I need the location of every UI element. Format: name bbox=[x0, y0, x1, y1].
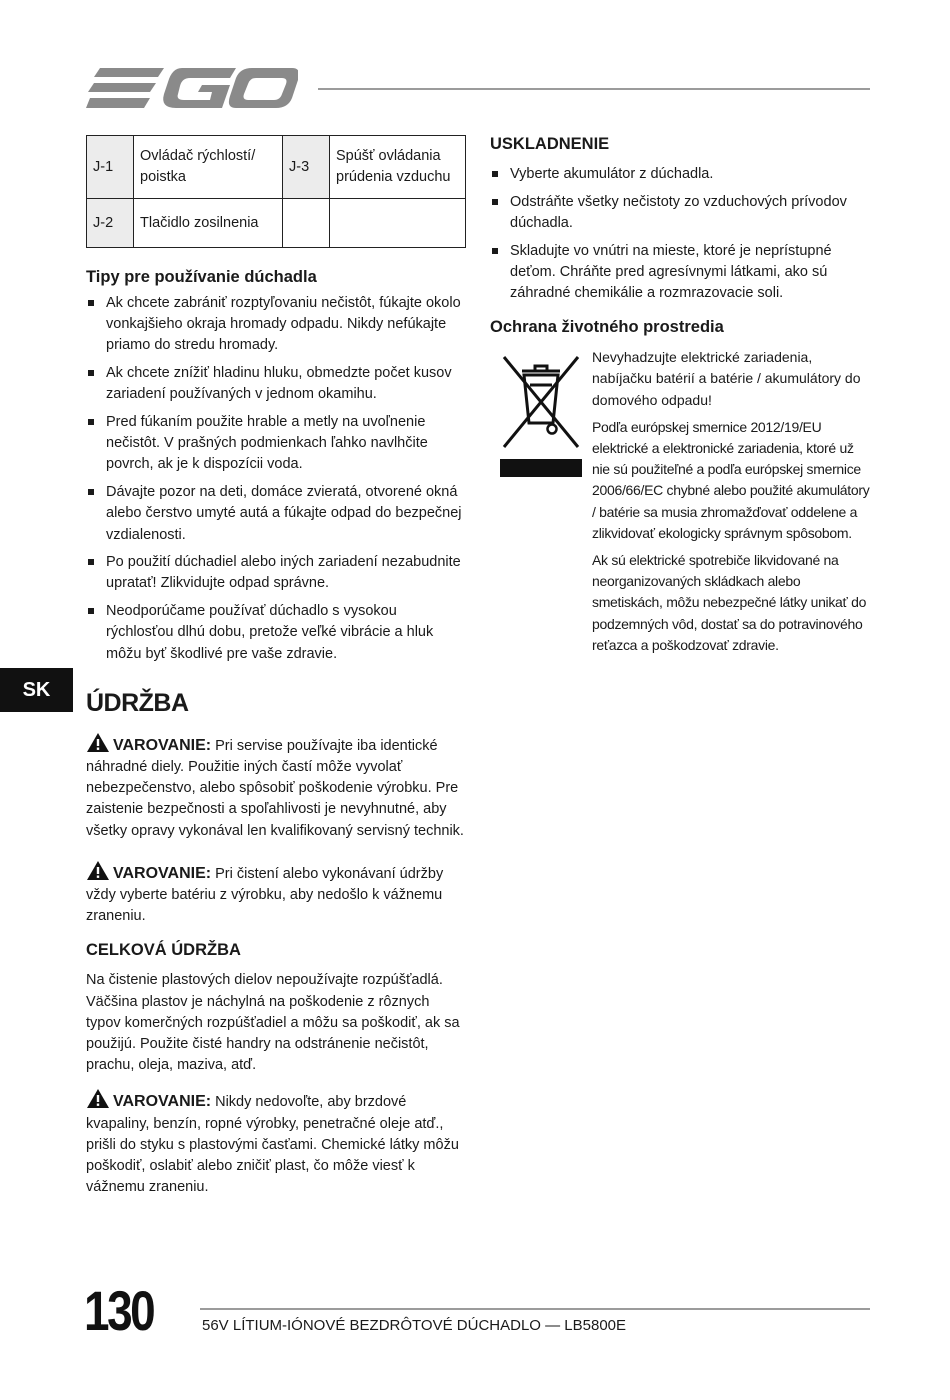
list-item bbox=[490, 164, 872, 185]
ego-logo bbox=[86, 64, 298, 112]
table-row bbox=[87, 136, 466, 199]
part-code: J-2 bbox=[87, 199, 134, 248]
warning-icon bbox=[86, 732, 110, 753]
environment-block bbox=[490, 347, 872, 656]
warning-text: Nikdy nedovoľte, aby brzdové kvapaliny, benzín, ropné výrobky, penetračné oleje atď., prišli do styku s plastovými časťami. Chemické látky môžu poškodiť, oslabiť alebo zničiť plast, čo môže viesť k vážnemu zraneniu. bbox=[86, 1094, 459, 1196]
environment-paragraph: Nevyhadzujte elektrické zariadenia, nabíjačku batérií a batérie / akumulátory do domového odpadu! bbox=[592, 349, 861, 408]
warning-service bbox=[86, 732, 468, 842]
footer-divider bbox=[200, 1308, 870, 1310]
list-item-text: Pred fúkaním použite hrable a metly na uvoľnenie nečistôt. V prašných podmienkach ľahko navlhčite povrch, ak je k dispozícii voda. bbox=[106, 414, 428, 473]
bullet-icon bbox=[492, 248, 498, 254]
bullet-icon bbox=[88, 370, 94, 376]
warning-icon bbox=[86, 1088, 110, 1109]
bullet-icon bbox=[88, 489, 94, 495]
part-label bbox=[330, 199, 466, 248]
environment-paragraph: Ak sú elektrické spotrebiče likvidované na neorganizovaných skládkach alebo smetiskách, môžu nebezpečné látky unikať do podzemných vôd, dostať sa do potravinového reťazca a poškodzovať zdravie. bbox=[592, 552, 867, 653]
bullet-icon bbox=[88, 559, 94, 565]
list-item bbox=[86, 293, 468, 357]
bullet-icon bbox=[88, 300, 94, 306]
header-divider bbox=[318, 88, 870, 90]
list-item-text: Ak chcete zabrániť rozptyľovaniu nečistôt, fúkajte okolo vonkajšieho okraja hromady odpadu. Nikdy nefúkajte priamo do stredu hromady. bbox=[106, 295, 461, 354]
part-label: Tlačidlo zosilnenia bbox=[134, 199, 283, 248]
list-item-text: Dávajte pozor na deti, domáce zvieratá, otvorené okná alebo čerstvo umyté autá a fúkajte odpad do bezpečnej vzdialenosti. bbox=[106, 484, 462, 543]
parts-table bbox=[86, 135, 466, 248]
list-item bbox=[86, 482, 468, 546]
left-column bbox=[86, 135, 468, 1212]
list-item bbox=[86, 363, 468, 405]
bullet-icon bbox=[492, 171, 498, 177]
table-row bbox=[87, 199, 466, 248]
warning-icon bbox=[86, 860, 110, 881]
maintenance-heading: ÚDRŽBA bbox=[86, 688, 189, 717]
general-maintenance-heading: CELKOVÁ ÚDRŽBA bbox=[86, 941, 241, 960]
list-item-text: Neodporúčame používať dúchadlo s vysokou rýchlosťou dlhú dobu, pretože veľké vibrácie a hluk môžu byť škodlivé pre vaše zdravie. bbox=[106, 603, 434, 662]
list-item-text: Skladujte vo vnútri na mieste, ktoré je neprístupné deťom. Chráňte pred agresívnymi látkami, ako sú záhradné chemikálie a rozmrazovacie soli. bbox=[510, 242, 832, 302]
footer-title: 56V LÍTIUM-IÓNOVÉ BEZDRÔTOVÉ DÚCHADLO — LB5800E bbox=[202, 1317, 627, 1334]
warning-chemicals bbox=[86, 1088, 468, 1198]
warning-text: Pri servise používajte iba identické náhradné diely. Použitie iných častí môže vyvolať nebezpečenstvo, alebo spôsobiť poškodenie výrobku. Pre zaistenie bezpečnosti a spoľahlivosti je nevyhnutné, aby všetky opravy vykonával len kvalifikovaný servisný technik. bbox=[86, 737, 464, 839]
environment-heading: Ochrana životného prostredia bbox=[490, 318, 724, 337]
list-item bbox=[86, 601, 468, 665]
warning-label: VAROVANIE: bbox=[113, 1093, 212, 1111]
part-code bbox=[283, 199, 330, 248]
warning-label: VAROVANIE: bbox=[113, 736, 212, 754]
right-column bbox=[490, 135, 872, 662]
list-item bbox=[86, 552, 468, 594]
list-item-text: Ak chcete znížiť hladinu hluku, obmedzte počet kusov zariadení používaných v jednom okamihu. bbox=[106, 365, 452, 403]
list-item-text: Vyberte akumulátor z dúchadla. bbox=[510, 166, 714, 182]
environment-paragraph: Podľa európskej smernice 2012/19/EU elektrické a elektronické zariadenia, ktoré už nie sú použiteľné a podľa európskej smernice 2006/66/EC chybné alebo použité akumulátory / batérie sa musia zhromažďovať oddelene a zlikvidovať ekologicky správnym spôsobom. bbox=[592, 418, 870, 541]
warning-text: Pri čistení alebo vykonávaní údržby vždy vyberte batériu z výrobku, aby nedošlo k vážnemu zraneniu. bbox=[86, 865, 444, 925]
list-item bbox=[490, 241, 872, 305]
list-item bbox=[490, 192, 872, 234]
language-tab: SK bbox=[0, 668, 73, 712]
storage-list bbox=[490, 164, 872, 304]
part-label: Spúšť ovládania prúdenia vzduchu bbox=[330, 136, 466, 199]
list-item bbox=[86, 412, 468, 476]
list-item-text: Odstráňte všetky nečistoty zo vzduchových prívodov dúchadla. bbox=[510, 193, 847, 231]
bullet-icon bbox=[88, 608, 94, 614]
crossed-bin-icon bbox=[500, 351, 582, 477]
warning-label: VAROVANIE: bbox=[113, 864, 212, 882]
general-maintenance-text: Na čistenie plastových dielov nepoužívajte rozpúšťadlá. Väčšina plastov je náchylná na poškodenie z rôznych typov komerčných rozpúšťadiel a môžu sa poškodiť, ak sa použijú. Použite čisté handry na odstránenie nečistôt, prachu, oleja, maziva, atď. bbox=[86, 972, 460, 1074]
part-label: Ovládač rýchlostí/ poistka bbox=[134, 136, 283, 199]
warning-cleaning bbox=[86, 860, 468, 928]
page-number: 130 bbox=[84, 1279, 154, 1342]
bullet-icon bbox=[492, 199, 498, 205]
bullet-icon bbox=[88, 419, 94, 425]
tips-heading: Tipy pre používanie dúchadla bbox=[86, 268, 317, 286]
tips-list bbox=[86, 293, 468, 665]
list-item-text: Po použití dúchadiel alebo iných zariadení nezabudnite upratať! Zlikvidujte odpad správne. bbox=[106, 554, 461, 592]
environment-text bbox=[592, 347, 872, 656]
storage-heading: USKLADNENIE bbox=[490, 135, 610, 153]
part-code: J-1 bbox=[87, 136, 134, 199]
part-code: J-3 bbox=[283, 136, 330, 199]
